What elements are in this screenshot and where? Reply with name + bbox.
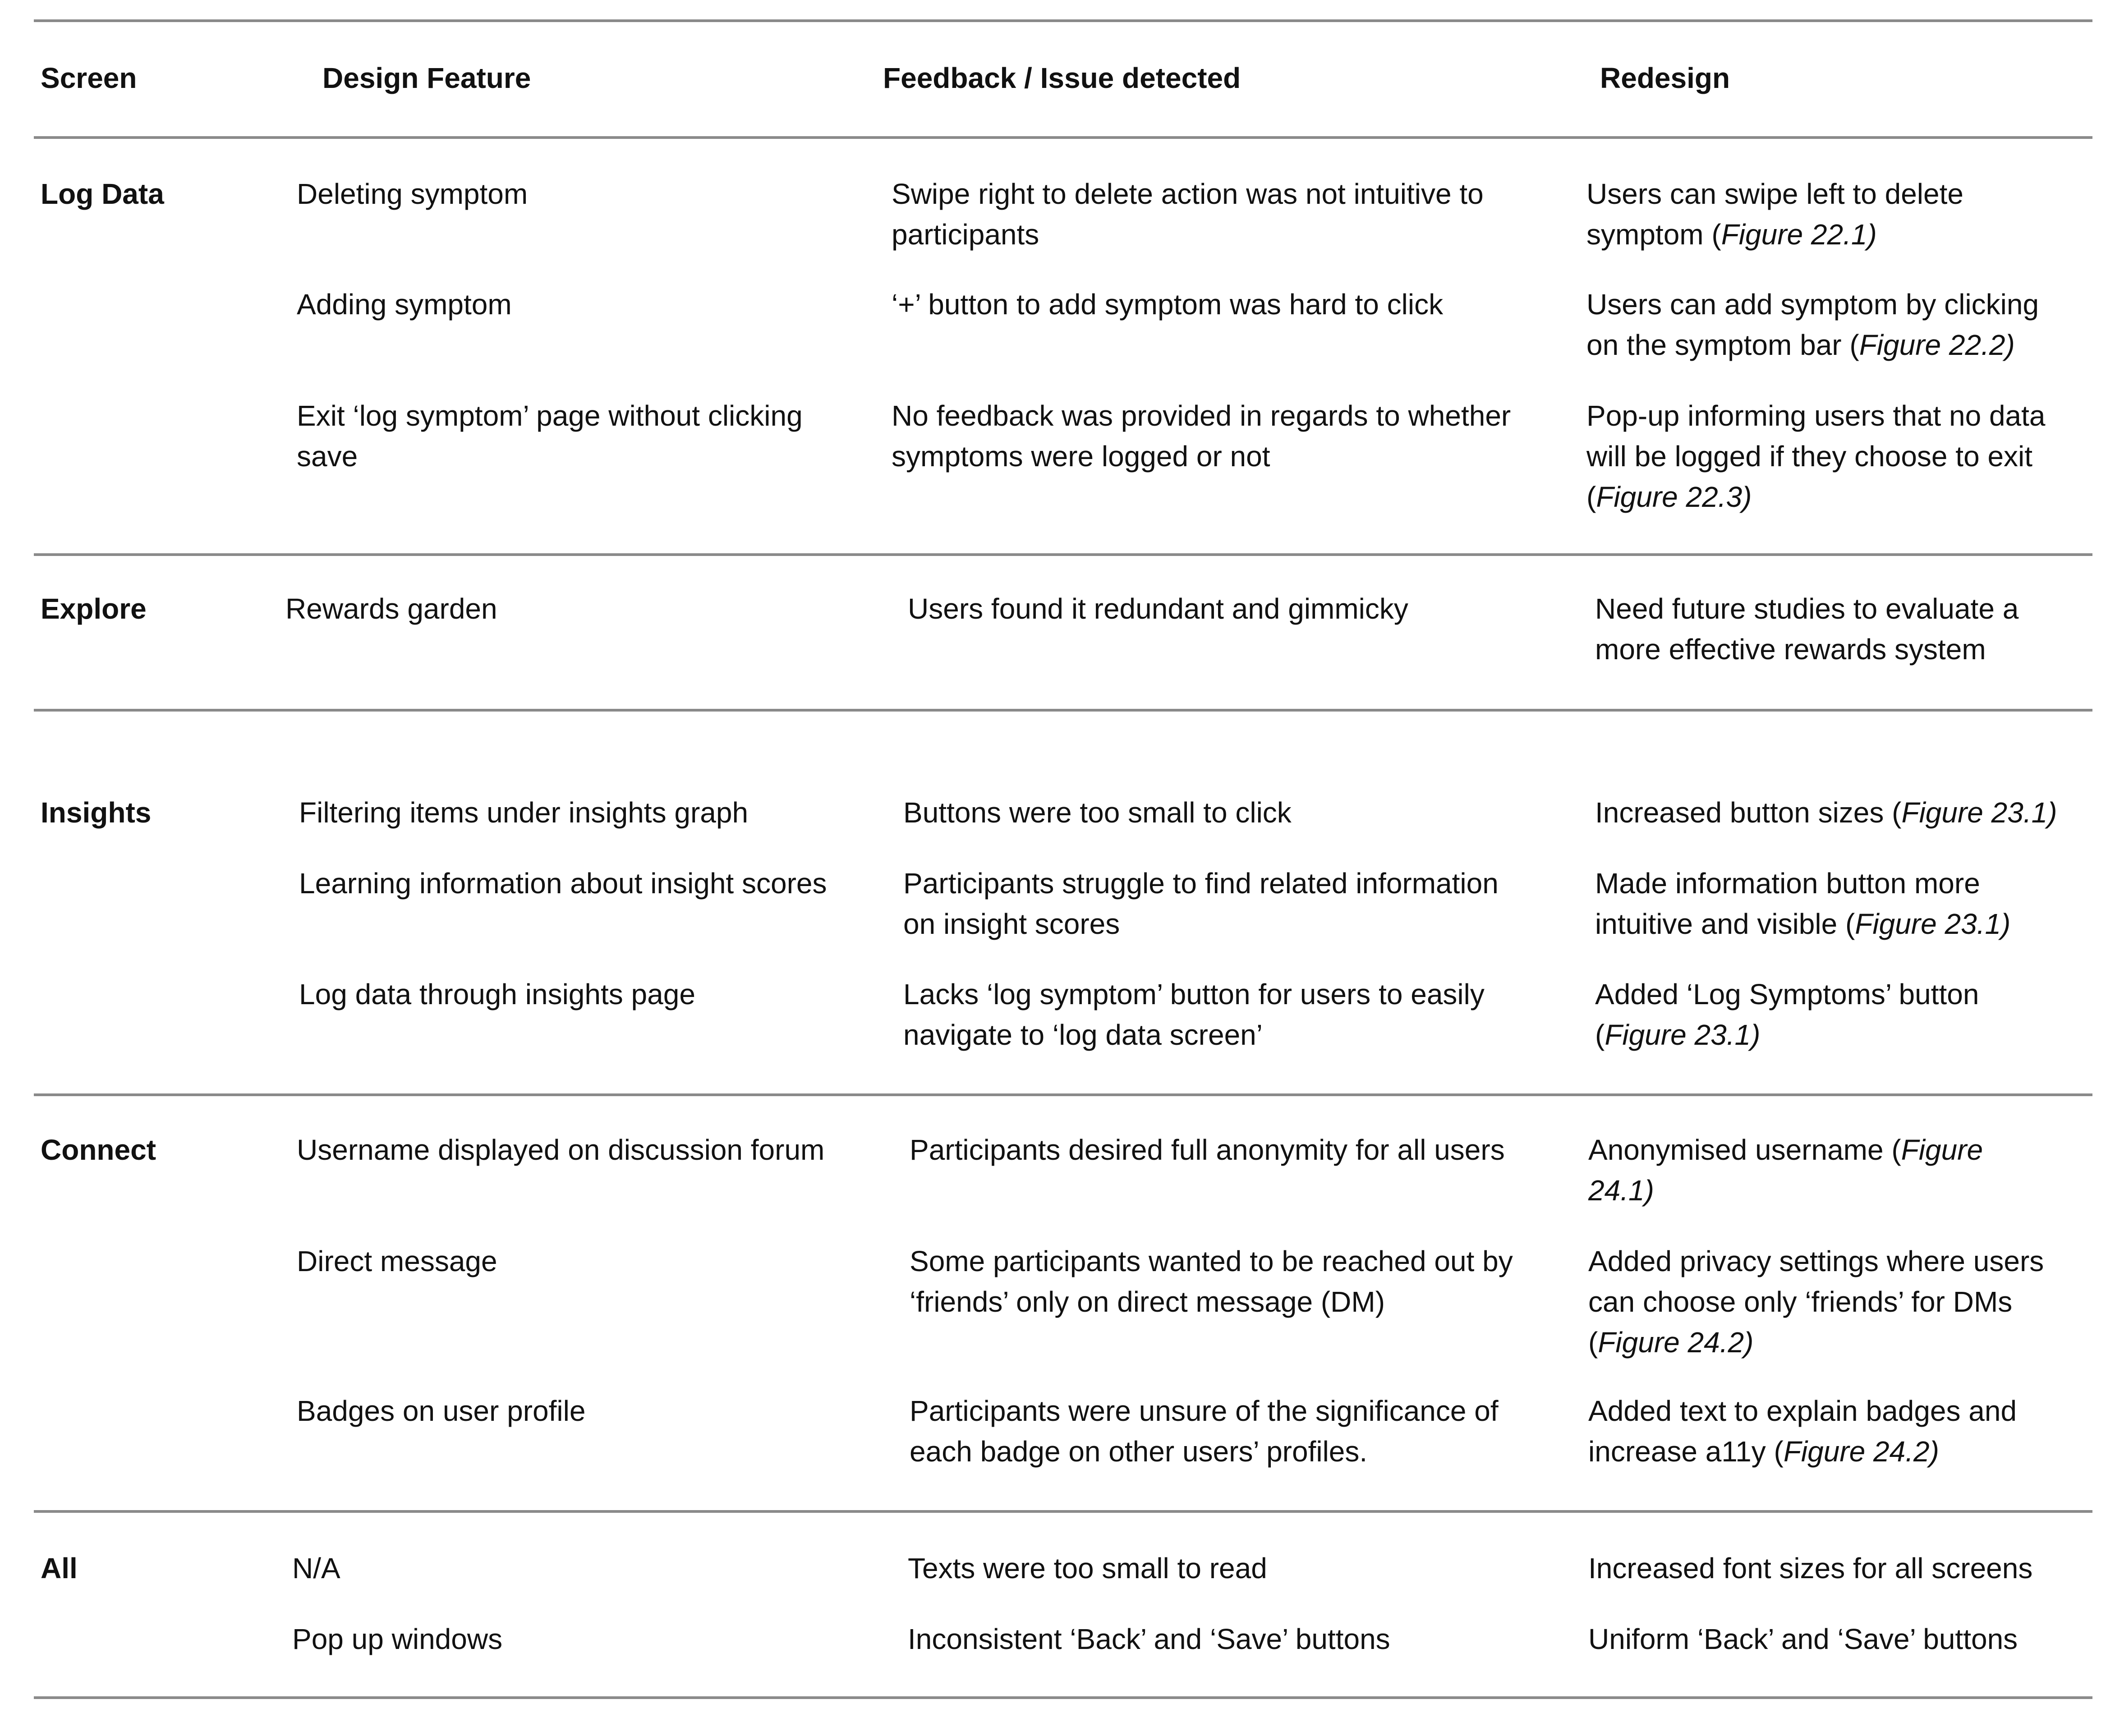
table-bottom-rule	[34, 1696, 2092, 1699]
feedback-cell: Some participants wanted to be reached out by ‘friends’ only on direct message (DM)	[910, 1245, 1513, 1318]
redesign-text: Uniform ‘Back’ and ‘Save’ buttons	[1588, 1623, 2018, 1655]
section-divider	[34, 553, 2092, 556]
feedback-cell: Users found it redundant and gimmicky	[908, 592, 1408, 625]
feedback-cell: Inconsistent ‘Back’ and ‘Save’ buttons	[908, 1623, 1390, 1655]
redesign-cell	[1586, 174, 1963, 255]
redesign-cell	[1588, 1130, 1983, 1211]
redesign-text: Anonymised username (	[1588, 1134, 1901, 1166]
design-feature-cell: Learning information about insight scores	[299, 867, 827, 900]
redesign-text: Need future studies to evaluate a more effective rewards system	[1595, 592, 2019, 666]
screen-label: Log Data	[41, 178, 164, 210]
redesign-cell	[1595, 792, 2057, 833]
design-feature-cell: Username displayed on discussion forum	[297, 1134, 825, 1166]
redesign-text: Pop-up informing users that no data will be logged if they choose to exit (	[1586, 400, 2046, 513]
column-header-feedback: Feedback / Issue detected	[883, 62, 1241, 94]
redesign-text: Added text to explain badges and increase a11y (	[1588, 1395, 2017, 1468]
redesign-cell	[1588, 1619, 2018, 1659]
design-feature-cell: Rewards garden	[285, 592, 497, 625]
figure-reference: Figure 24.2)	[1598, 1326, 1754, 1359]
figure-reference: Figure 24.2)	[1783, 1435, 1939, 1468]
feedback-cell: No feedback was provided in regards to whether symptoms were logged or not	[892, 400, 1511, 473]
redesign-cell	[1588, 1548, 2032, 1589]
figure-reference: Figure 22.1)	[1721, 218, 1877, 251]
section-divider	[34, 709, 2092, 712]
design-feature-cell: Badges on user profile	[297, 1395, 586, 1427]
design-feature-cell: Exit ‘log symptom’ page without clicking save	[297, 400, 803, 473]
design-feature-cell: Deleting symptom	[297, 178, 528, 210]
design-feature-cell: Direct message	[297, 1245, 497, 1277]
screen-label: Explore	[41, 592, 147, 625]
table-top-rule	[34, 19, 2092, 22]
screen-label: Insights	[41, 796, 152, 829]
redesign-cell	[1588, 1241, 2044, 1363]
feedback-cell: Participants were unsure of the significance of each badge on other users’ profiles.	[910, 1395, 1499, 1468]
column-header-design-feature: Design Feature	[322, 62, 531, 94]
redesign-cell	[1595, 588, 2018, 670]
redesign-text: Users can swipe left to delete symptom (	[1586, 178, 1963, 251]
figure-reference: Figure 22.2)	[1859, 329, 2015, 361]
section-divider	[34, 1510, 2092, 1513]
redesign-text: Added ‘Log Symptoms’ button (	[1595, 978, 1979, 1051]
feedback-cell: Buttons were too small to click	[903, 796, 1292, 829]
design-feature-cell: Log data through insights page	[299, 978, 695, 1010]
redesign-text: Increased font sizes for all screens	[1588, 1552, 2033, 1584]
section-divider	[34, 1093, 2092, 1096]
feedback-cell: Participants desired full anonymity for all users	[910, 1134, 1505, 1166]
redesign-text: Added privacy settings where users can choose only ‘friends’ for DMs (	[1588, 1245, 2044, 1359]
feedback-cell: Participants struggle to find related information on insight scores	[903, 867, 1499, 940]
redesign-cell	[1595, 863, 2010, 944]
feedback-cell: Lacks ‘log symptom’ button for users to easily navigate to ‘log data screen’	[903, 978, 1485, 1051]
screen-label: Connect	[41, 1134, 156, 1166]
design-feature-cell: Filtering items under insights graph	[299, 796, 749, 829]
design-feature-cell: Pop up windows	[292, 1623, 503, 1655]
column-header-screen: Screen	[41, 62, 137, 94]
redesign-text: Users can add symptom by clicking on the symptom bar (	[1586, 288, 2039, 361]
redesign-text: Increased button sizes (	[1595, 796, 1902, 829]
screen-label: All	[41, 1552, 78, 1584]
redesign-cell	[1586, 395, 2046, 517]
feedback-cell: ‘+’ button to add symptom was hard to click	[892, 288, 1444, 321]
redesign-text: Made information button more intuitive and visible (	[1595, 867, 1980, 940]
figure-reference: Figure 23.1)	[1605, 1019, 1761, 1051]
column-header-redesign: Redesign	[1600, 62, 1730, 94]
feedback-cell: Texts were too small to read	[908, 1552, 1267, 1584]
redesign-cell	[1586, 284, 2039, 365]
figure-reference: Figure 23.1)	[1855, 908, 2011, 940]
figure-reference: Figure 24.1)	[1588, 1134, 1983, 1207]
figure-reference: Figure 23.1)	[1901, 796, 2057, 829]
design-feature-cell: N/A	[292, 1552, 340, 1584]
feedback-cell: Swipe right to delete action was not intuitive to participants	[892, 178, 1484, 251]
header-bottom-rule	[34, 136, 2092, 139]
figure-reference: Figure 22.3)	[1596, 481, 1752, 513]
redesign-cell	[1595, 974, 1979, 1055]
redesign-cell	[1588, 1391, 2017, 1472]
design-feature-cell: Adding symptom	[297, 288, 512, 321]
